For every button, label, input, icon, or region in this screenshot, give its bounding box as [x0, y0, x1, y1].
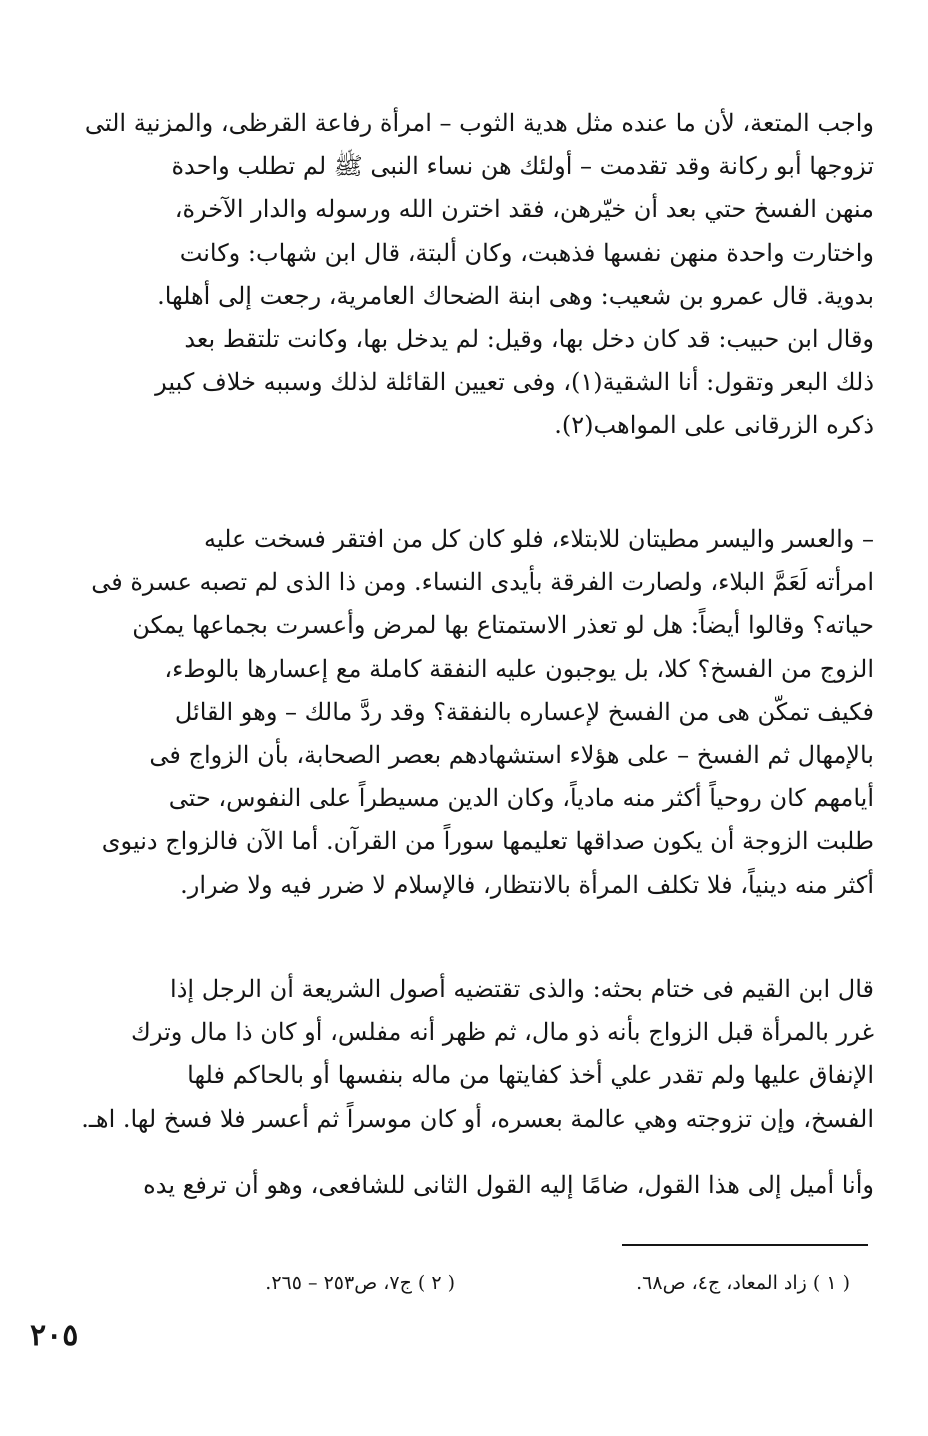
page-number: ٢٠٥ — [30, 1318, 79, 1353]
footnote-1: ( ١ ) زاد المعاد، ج٤، ص٦٨. — [636, 1272, 850, 1294]
text-line: ذلك البعر وتقول: أنا الشقية(١)، وفى تعيين القائلة لذلك وسببه خلاف كبير — [155, 368, 874, 397]
text-line: فكيف تمكّن هى من الفسخ لإعساره بالنفقة؟ وقد ردَّ مالك – وهو القائل — [174, 697, 874, 726]
paragraph-4-text — [46, 1164, 874, 1207]
paragraph-3 — [46, 968, 874, 1141]
text-line: أيامهم كان روحياً أكثر منه مادياً، وكان الدين مسيطراً على النفوس، حتى — [168, 784, 874, 813]
paragraph-1-text — [46, 102, 874, 448]
text-line: أكثر منه دينياً، فلا تكلف المرأة بالانتظار، فالإسلام لا ضرر فيه ولا ضرار. — [180, 870, 874, 899]
text-line: تزوجها أبو ركانة وقد تقدمت – أولئك هن نساء النبى ﷺ لم تطلب واحدة — [171, 152, 874, 181]
text-line: – والعسر واليسر مطيتان للابتلاء، فلو كان كل من افتقر فسخت عليه — [203, 525, 874, 553]
paragraph-2-text — [46, 518, 874, 907]
text-line: وأنا أميل إلى هذا القول، ضامًا إليه القول الثانى للشافعى، وهو أن ترفع يده — [143, 1171, 874, 1199]
text-line: واجب المتعة، لأن ما عنده مثل هدية الثوب – امرأة رفاعة القرظى، والمزنية التى — [84, 109, 874, 137]
text-line: واختارت واحدة منهن نفسها فذهبت، وكان ألبتة، قال ابن شهاب: وكانت — [179, 238, 874, 267]
text-line: بالإمهال ثم الفسخ – على هؤلاء استشهادهم بعصر الصحابة، بأن الزواج فى — [149, 741, 874, 770]
footnote-2: ( ٢ ) ج٧، ص٢٥٣ – ٢٦٥. — [265, 1272, 455, 1294]
text-line: حياته؟ وقالوا أيضاً: هل لو تعذر الاستمتاع بها لمرض وأعسرت بجماعها يمكن — [132, 611, 874, 640]
text-line: بدوية. قال عمرو بن شعيب: وهى ابنة الضحاك العامرية، رجعت إلى أهلها. — [157, 281, 874, 310]
text-line: منهن الفسخ حتي بعد أن خيّرهن، فقد اخترن الله ورسوله والدار الآخرة، — [174, 195, 874, 224]
text-line: ذكره الزرقانى على المواهب(٢). — [554, 411, 874, 440]
paragraph-3-text — [46, 968, 874, 1141]
paragraph-4 — [46, 1164, 874, 1207]
paragraph-1 — [46, 102, 874, 448]
footnote-separator — [622, 1244, 868, 1246]
paragraph-2 — [46, 518, 874, 907]
text-line: غرر بالمرأة قبل الزواج بأنه ذو مال، ثم ظهر أنه مفلس، أو كان ذا مال وترك — [131, 1018, 874, 1047]
text-line: الإنفاق عليها ولم تقدر علي أخذ كفايتها من ماله بنفسها أو بالحاكم فلها — [187, 1061, 874, 1090]
text-line: وقال ابن حبيب: قد كان دخل بها، وقيل: لم يدخل بها، وكانت تلتقط بعد — [184, 325, 874, 354]
text-line: الفسخ، وإن تزوجته وهي عالمة بعسره، أو كان موسراً ثم أعسر فلا فسخ لها. اهـ. — [81, 1104, 874, 1133]
text-line: قال ابن القيم فى ختام بحثه: والذى تقتضيه أصول الشريعة أن الرجل إذا — [170, 975, 874, 1003]
text-line: الزوج من الفسخ؟ كلا، بل يوجبون عليه النفقة كاملة مع إعسارها بالوطء، — [164, 654, 874, 683]
footnotes — [160, 1268, 850, 1298]
text-line: طلبت الزوجة أن يكون صداقها تعليمها سوراً من القرآن. أما الآن فالزواج دنيوى — [101, 827, 874, 856]
text-line: امرأته لَعَمَّ البلاء، ولصارت الفرقة بأيدى النساء. ومن ذا الذى لم تصبه عسرة فى — [91, 568, 874, 597]
